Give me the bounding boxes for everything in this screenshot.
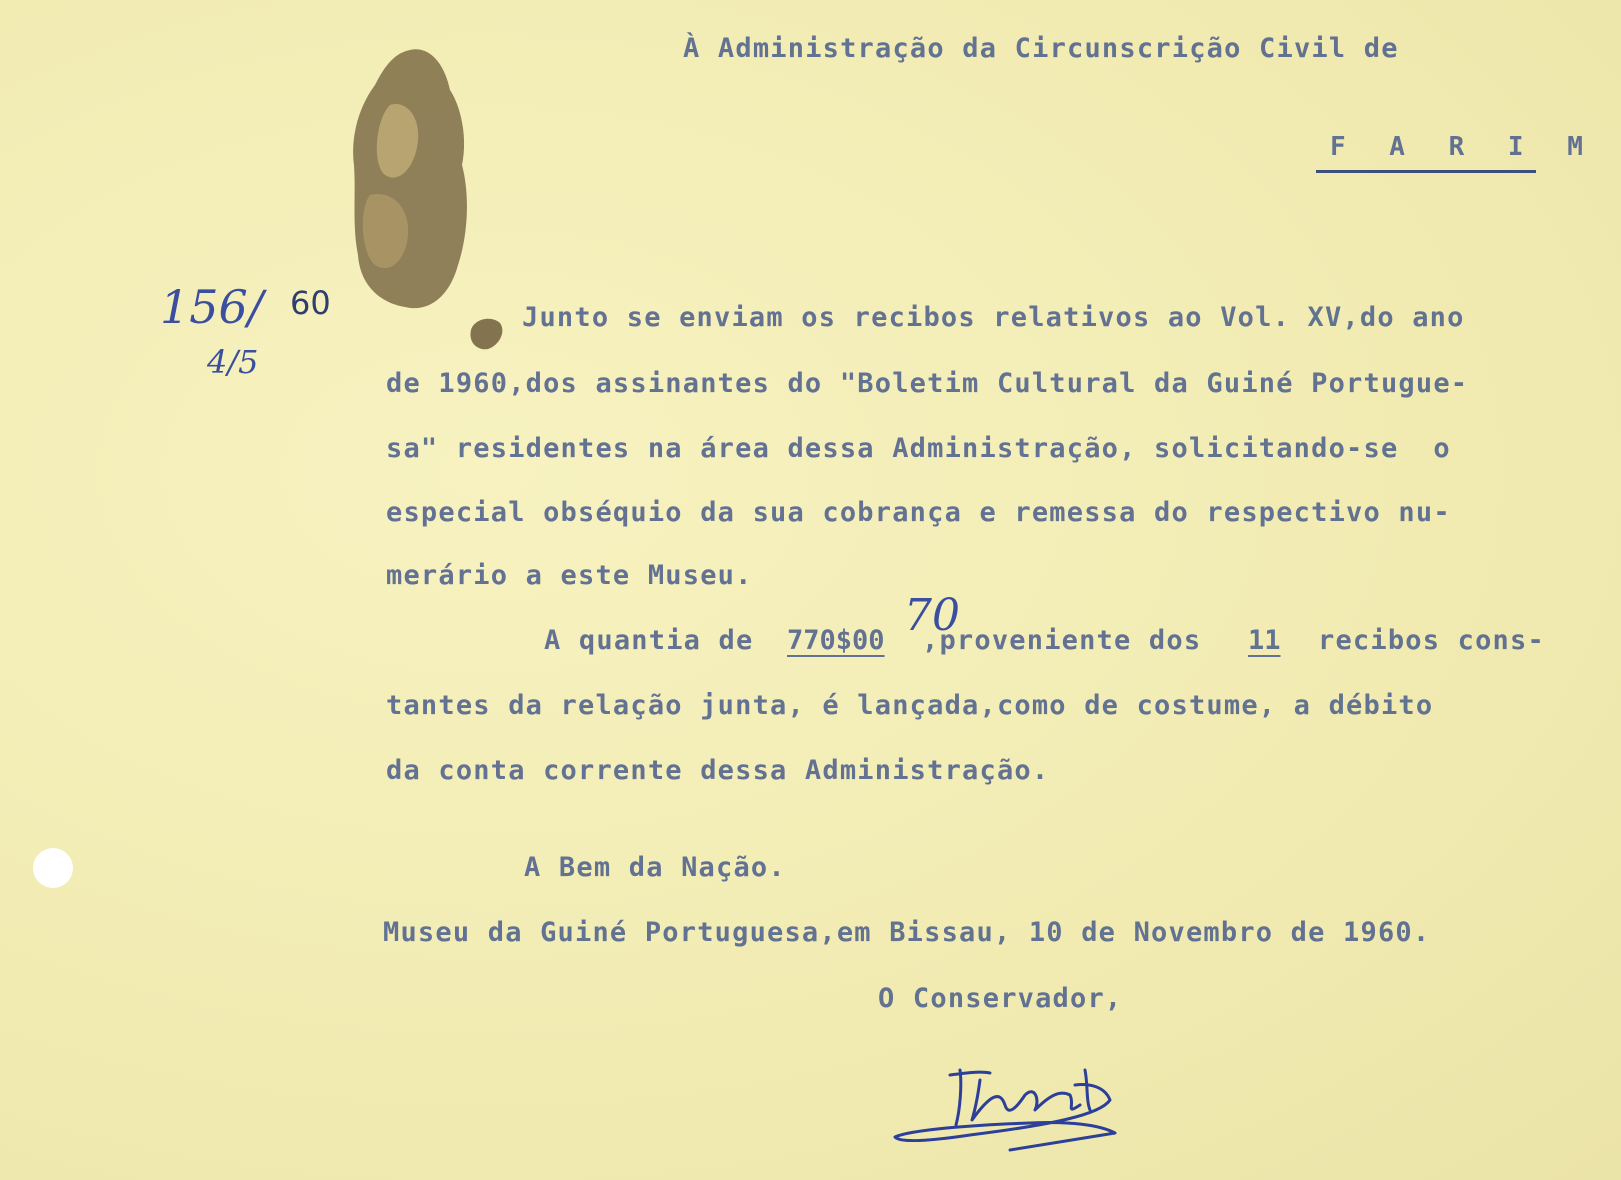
salutation: A Bem da Nação. — [524, 852, 786, 883]
reference-number: 156/ — [160, 280, 264, 334]
handwritten-correction: 70 — [904, 590, 960, 641]
small-stain — [466, 315, 506, 351]
handwritten-signature — [890, 1055, 1150, 1155]
para2-line2: tantes da relação junta, é lançada,como de costume, a débito — [386, 690, 1434, 721]
para2-mid: ,proveniente dos — [922, 625, 1202, 656]
para1-line5: merário a este Museu. — [386, 560, 753, 591]
place-date: Museu da Guiné Portuguesa,em Bissau, 10 de Novembro de 1960. — [383, 917, 1431, 948]
punch-hole — [33, 848, 73, 888]
place-underline — [1316, 170, 1536, 173]
reference-year: 60 — [290, 284, 331, 322]
place-name: F A R I M — [1330, 132, 1597, 162]
amount-value: 770$00 — [787, 625, 885, 656]
para1-line2: de 1960,dos assinantes do "Boletim Cultural da Guiné Portugue- — [386, 368, 1469, 399]
rust-stain — [350, 45, 480, 315]
para2-line3: da conta corrente dessa Administração. — [386, 755, 1050, 786]
reference-sub: 4/5 — [207, 343, 259, 381]
para2-prefix: A quantia de — [544, 625, 754, 656]
addressee-line: À Administração da Circunscrição Civil de — [683, 33, 1399, 64]
para2-suffix: recibos cons- — [1318, 625, 1545, 656]
receipt-count: 11 — [1248, 625, 1281, 656]
signatory-role: O Conservador, — [878, 983, 1123, 1014]
para1-line1: Junto se enviam os recibos relativos ao Vol. XV,do ano — [522, 302, 1465, 333]
para1-line4: especial obséquio da sua cobrança e remessa do respectivo nu- — [386, 497, 1451, 528]
para1-line3: sa" residentes na área dessa Administração, solicitando-se o — [386, 433, 1451, 464]
